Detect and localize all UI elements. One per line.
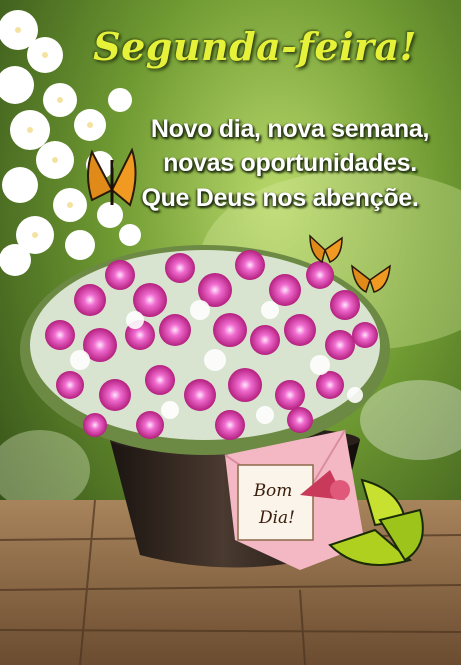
message-line: Que Deus nos abençõe. <box>141 184 419 212</box>
headline: Segunda-feira! <box>93 24 417 69</box>
tag-greeting-line: Bom <box>253 481 293 501</box>
message-line: novas oportunidades. <box>163 149 417 177</box>
flower-bouquet <box>20 245 390 455</box>
tag-greeting-line: Dia! <box>258 508 296 528</box>
message-line: Novo dia, nova semana, <box>150 115 430 143</box>
